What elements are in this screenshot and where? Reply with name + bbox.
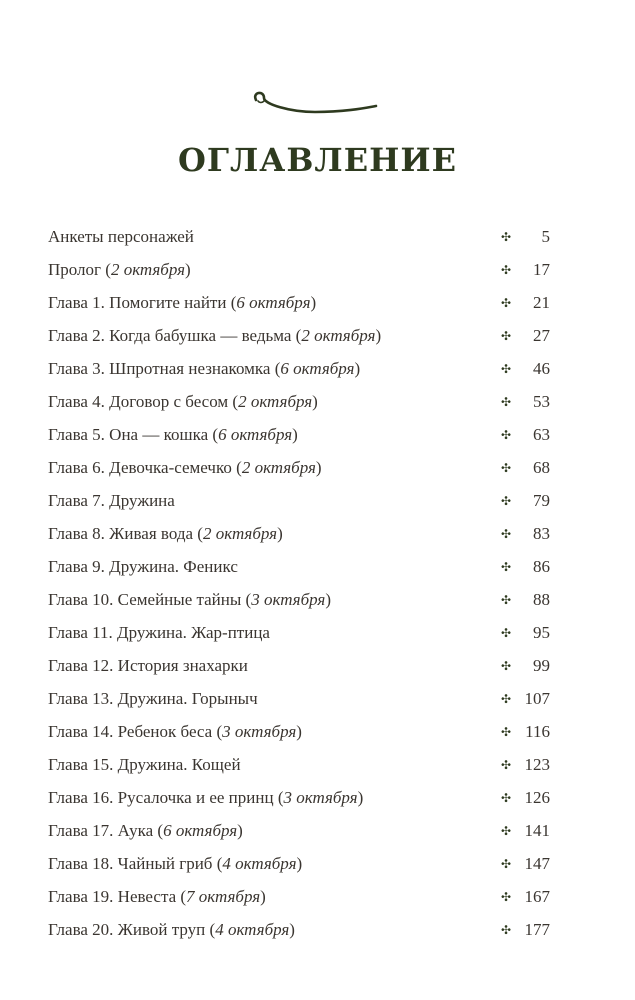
- toc-entry-page-number: 21: [533, 293, 550, 312]
- toc-entry-title-text: Глава 19. Невеста: [48, 887, 177, 906]
- ornament-bullet-icon: ✣: [500, 725, 512, 739]
- toc-entry-page-number: 107: [524, 689, 550, 708]
- ornament-bullet-icon: ✣: [500, 890, 512, 904]
- toc-entry-title-text: Глава 5. Она — кошка: [48, 425, 209, 444]
- ornament-bullet-icon: ✣: [500, 296, 512, 310]
- toc-entry-date: 2 октября: [110, 260, 186, 279]
- toc-entry-title: Глава 3. Шпротная незнакомка (6 октября): [48, 359, 361, 378]
- ornament-bullet-icon: ✣: [500, 923, 512, 937]
- toc-entry[interactable]: [48, 752, 550, 785]
- toc-entry[interactable]: [48, 422, 550, 455]
- toc-entry-title: Глава 1. Помогите найти (6 октября): [48, 293, 317, 312]
- toc-entry-title-text: Анкеты персонажей: [48, 227, 194, 246]
- toc-entry-title: Глава 5. Она — кошка (6 октября): [48, 425, 298, 444]
- ornament-bullet-icon: ✣: [500, 263, 512, 277]
- toc-entry-title-text: Глава 12. История знахарки: [48, 656, 248, 675]
- toc-entry-page-number: 123: [524, 755, 550, 774]
- toc-entry-title-text: Глава 10. Семейные тайны: [48, 590, 242, 609]
- toc-entry[interactable]: [48, 224, 550, 257]
- toc-entry-title: Глава 19. Невеста (7 октября): [48, 887, 266, 906]
- toc-entry-title: [48, 620, 270, 646]
- ornament-bullet-icon: ✣: [500, 560, 512, 574]
- ornament-bullet-icon: ✣: [500, 857, 512, 871]
- toc-entry-page-number: 88: [533, 590, 550, 609]
- toc-entry-title-text: Глава 11. Дружина. Жар-птица: [48, 623, 270, 642]
- toc-entry-date: 6 октября: [163, 821, 238, 840]
- toc-entry[interactable]: [48, 587, 550, 620]
- toc-entry-title: Глава 18. Чайный гриб (4 октября): [48, 854, 303, 873]
- toc-entry-title-text: Глава 17. Аука: [48, 821, 154, 840]
- toc-entry-title: [48, 554, 238, 580]
- toc-entry-title: Пролог (2 октября): [48, 260, 191, 279]
- toc-entry-page-number: 126: [524, 788, 550, 807]
- ornament-bullet-icon: ✣: [500, 527, 512, 541]
- toc-entry[interactable]: [48, 257, 550, 290]
- toc-entry-title: Глава 8. Живая вода (2 октября): [48, 524, 283, 543]
- toc-entry-title-text: Глава 8. Живая вода: [48, 524, 194, 543]
- toc-entry[interactable]: [48, 356, 550, 389]
- toc-entry[interactable]: [48, 290, 550, 323]
- toc-entry-page-number: 5: [541, 227, 550, 246]
- toc-entry-title: Глава 16. Русалочка и ее принц (3 октября): [48, 788, 364, 807]
- toc-entry-page-number: 167: [524, 887, 550, 906]
- ornament-bullet-icon: ✣: [500, 791, 512, 805]
- ornament-bullet-icon: ✣: [500, 494, 512, 508]
- toc-entry-title-text: Глава 1. Помогите найти: [48, 293, 227, 312]
- toc-entry-date: 3 октября: [283, 788, 358, 807]
- toc-entry-title: [48, 686, 258, 712]
- toc-entry-title: [48, 224, 194, 250]
- toc-entry-page-number: 63: [533, 425, 550, 444]
- toc-entry-page-number: 83: [533, 524, 550, 543]
- toc-entry-page-number: 141: [524, 821, 550, 840]
- toc-entry[interactable]: [48, 653, 550, 686]
- table-of-contents: [48, 224, 550, 950]
- toc-entry-title: Глава 4. Договор с бесом (2 октября): [48, 392, 318, 411]
- toc-entry-title-text: Глава 3. Шпротная незнакомка: [48, 359, 271, 378]
- toc-entry-title-text: Глава 9. Дружина. Феникс: [48, 557, 238, 576]
- toc-entry-title: Глава 17. Аука (6 октября): [48, 821, 243, 840]
- toc-entry-title-text: Глава 2. Когда бабушка — ведьма: [48, 326, 292, 345]
- toc-entry-date: 4 октября: [222, 854, 297, 873]
- toc-entry[interactable]: [48, 521, 550, 554]
- ornament-bullet-icon: ✣: [500, 626, 512, 640]
- toc-entry[interactable]: [48, 884, 550, 917]
- toc-entry[interactable]: [48, 488, 550, 521]
- toc-entry-title: [48, 488, 175, 514]
- ornament-bullet-icon: ✣: [500, 758, 512, 772]
- toc-entry-title-text: Глава 20. Живой труп: [48, 920, 206, 939]
- toc-entry-date: 6 октября: [236, 293, 311, 312]
- toc-entry-page-number: 99: [533, 656, 550, 675]
- ornament-bullet-icon: ✣: [500, 395, 512, 409]
- toc-entry[interactable]: [48, 620, 550, 653]
- ornament-bullet-icon: ✣: [500, 461, 512, 475]
- toc-entry[interactable]: [48, 455, 550, 488]
- toc-entry-page-number: 147: [524, 854, 550, 873]
- ornament-bullet-icon: ✣: [500, 428, 512, 442]
- toc-entry-date: 3 октября: [222, 722, 297, 741]
- toc-entry-date: 2 октября: [238, 392, 313, 411]
- toc-entry[interactable]: [48, 785, 550, 818]
- toc-entry-page-number: 27: [533, 326, 550, 345]
- toc-entry-title: [48, 653, 248, 679]
- toc-entry-date: 3 октября: [251, 590, 326, 609]
- toc-entry-date: 2 октября: [202, 524, 278, 543]
- toc-entry-page-number: 116: [525, 722, 550, 741]
- toc-entry-page-number: 17: [533, 260, 550, 279]
- toc-entry[interactable]: [48, 719, 550, 752]
- toc-entry-title-text: Глава 15. Дружина. Кощей: [48, 755, 241, 774]
- ornament-bullet-icon: ✣: [500, 824, 512, 838]
- toc-entry-date: 7 октября: [186, 887, 261, 906]
- toc-entry-title: Глава 6. Девочка-семечко (2 октября): [48, 458, 322, 477]
- page-title: оглавление: [178, 128, 457, 182]
- toc-entry[interactable]: [48, 323, 550, 356]
- toc-entry-date: 4 октября: [215, 920, 290, 939]
- toc-entry-page-number: 86: [533, 557, 550, 576]
- toc-entry-title: Глава 10. Семейные тайны (3 октября): [48, 590, 331, 609]
- toc-entry-title: Глава 14. Ребенок беса (3 октября): [48, 722, 302, 741]
- ornament-bullet-icon: ✣: [500, 593, 512, 607]
- toc-entry-title-text: Глава 16. Русалочка и ее принц: [48, 788, 274, 807]
- toc-entry[interactable]: [48, 818, 550, 851]
- ornament-bullet-icon: ✣: [500, 692, 512, 706]
- toc-entry[interactable]: [48, 686, 550, 719]
- ornament-bullet-icon: ✣: [500, 329, 512, 343]
- toc-entry-title-text: Глава 7. Дружина: [48, 491, 175, 510]
- toc-entry-date: 2 октября: [241, 458, 316, 477]
- flourish-ornament-icon: [250, 88, 380, 118]
- ornament-bullet-icon: ✣: [500, 659, 512, 673]
- toc-entry-title-text: Глава 4. Договор с бесом: [48, 392, 229, 411]
- toc-entry-title-text: Глава 14. Ребенок беса: [48, 722, 213, 741]
- toc-entry[interactable]: [48, 389, 550, 422]
- ornament-bullet-icon: ✣: [500, 362, 512, 376]
- toc-entry[interactable]: [48, 917, 550, 950]
- toc-entry-title: Глава 2. Когда бабушка — ведьма (2 октября): [48, 326, 382, 345]
- toc-entry-title: [48, 752, 241, 778]
- toc-entry-date: 6 октября: [280, 359, 355, 378]
- toc-entry-title: Глава 20. Живой труп (4 октября): [48, 920, 295, 939]
- toc-entry[interactable]: [48, 554, 550, 587]
- ornament-bullet-icon: ✣: [500, 230, 512, 244]
- toc-entry-title-text: Глава 6. Девочка-семечко: [48, 458, 232, 477]
- toc-entry-title-text: Пролог: [48, 260, 102, 279]
- toc-entry-page-number: 46: [533, 359, 550, 378]
- toc-entry-page-number: 53: [533, 392, 550, 411]
- toc-entry[interactable]: [48, 851, 550, 884]
- toc-entry-title-text: Глава 13. Дружина. Горыныч: [48, 689, 258, 708]
- toc-entry-date: 6 октября: [218, 425, 293, 444]
- toc-entry-date: 2 октября: [301, 326, 376, 345]
- toc-entry-page-number: 68: [533, 458, 550, 477]
- toc-entry-page-number: 95: [533, 623, 550, 642]
- toc-entry-title-text: Глава 18. Чайный гриб: [48, 854, 213, 873]
- toc-entry-page-number: 79: [533, 491, 550, 510]
- toc-entry-page-number: 177: [524, 920, 550, 939]
